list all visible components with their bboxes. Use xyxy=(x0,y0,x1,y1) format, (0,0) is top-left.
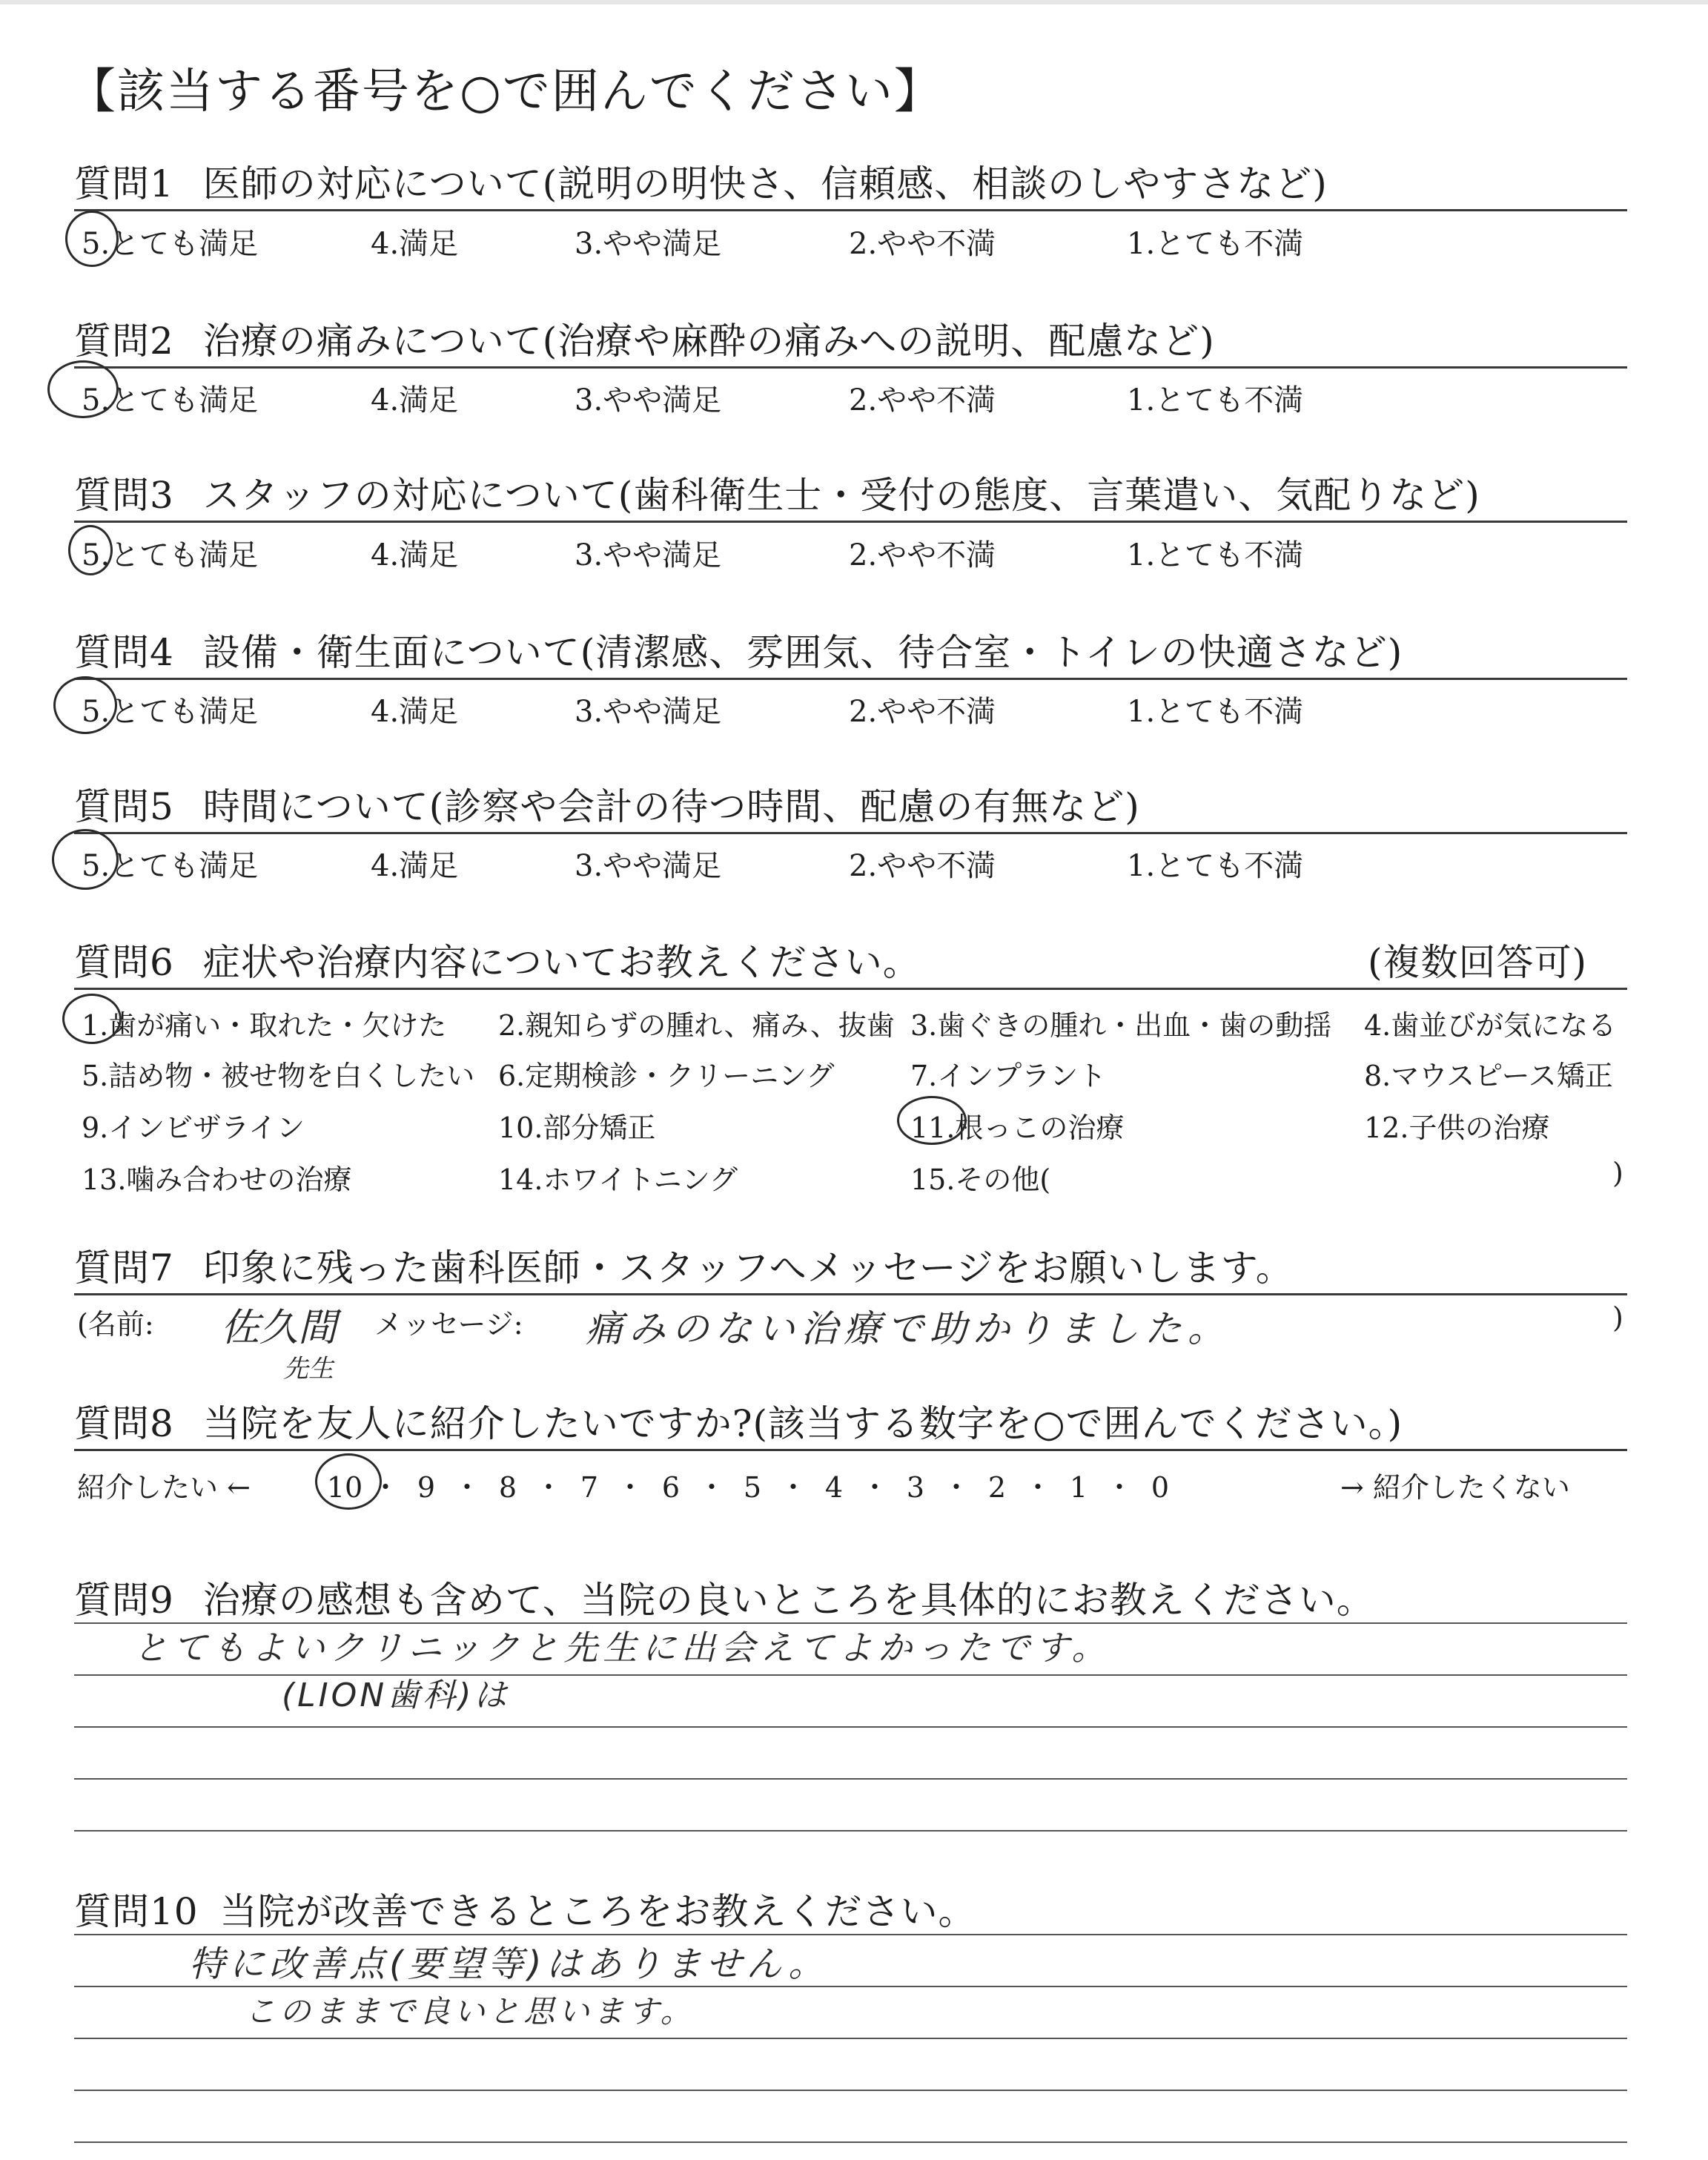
recommend-scale xyxy=(326,1464,1179,1505)
not-recommend-label: → 紹介したくない xyxy=(1340,1471,1570,1504)
question-text: 症状や治療内容についてお教えください。 xyxy=(202,941,921,984)
question-text: 設備・衛生面について(清潔感、雰囲気、待合室・トイレの快適さなど) xyxy=(202,631,1403,674)
scale-separator: ・ xyxy=(778,1471,807,1504)
q4-option-1[interactable]: 1.とても不満 xyxy=(1127,695,1304,729)
scale-value-8[interactable]: 8 xyxy=(498,1471,517,1504)
question-5 xyxy=(74,777,1140,830)
q10-line-3 xyxy=(74,2038,1627,2039)
question-label: 質問3 xyxy=(74,474,174,517)
q6-option-6[interactable]: 6.定期検診・クリーニング xyxy=(498,1060,835,1092)
q6-selection-circle-11 xyxy=(897,1096,967,1145)
q5-option-3[interactable]: 3.やや満足 xyxy=(575,849,722,883)
q8-selection-circle xyxy=(315,1453,382,1510)
scale-separator: ・ xyxy=(371,1471,400,1504)
question-label: 質問8 xyxy=(74,1402,174,1445)
q4-option-2[interactable]: 2.やや不満 xyxy=(849,695,996,729)
q1-option-1[interactable]: 1.とても不満 xyxy=(1127,227,1304,261)
q4-selection-circle xyxy=(53,676,117,734)
q2-option-3[interactable]: 3.やや満足 xyxy=(575,383,722,417)
q6-selection-circle-1 xyxy=(62,994,122,1044)
q6-option-15[interactable]: 15.その他( xyxy=(910,1163,1051,1196)
q5-option-2[interactable]: 2.やや不満 xyxy=(849,849,996,883)
q6-option-3[interactable]: 3.歯ぐきの腫れ・出血・歯の動揺 xyxy=(910,1009,1332,1042)
q5-option-1[interactable]: 1.とても不満 xyxy=(1127,849,1304,883)
question-3-rule xyxy=(74,521,1627,523)
question-label: 質問1 xyxy=(74,162,174,205)
question-2 xyxy=(74,311,1215,365)
question-text: 治療の痛みについて(治療や麻酔の痛みへの説明、配慮など) xyxy=(202,320,1215,363)
q6-option-4[interactable]: 4.歯並びが気になる xyxy=(1364,1009,1617,1042)
q6-option-14[interactable]: 14.ホワイトニング xyxy=(498,1163,738,1196)
scale-value-0[interactable]: 0 xyxy=(1151,1471,1170,1504)
staff-title-handwritten: 先生 xyxy=(283,1354,334,1384)
question-text: 医師の対応について(説明の明快さ、信頼感、相談のしやすさなど) xyxy=(202,162,1328,205)
scale-separator: ・ xyxy=(452,1471,481,1504)
q6-option-11[interactable]: 11.根っこの治療 xyxy=(910,1112,1125,1144)
question-8-rule xyxy=(74,1449,1627,1451)
q6-option-10[interactable]: 10.部分矯正 xyxy=(498,1112,656,1144)
q2-option-4[interactable]: 4.満足 xyxy=(371,383,459,417)
q1-option-5[interactable]: 5.とても満足 xyxy=(82,227,259,261)
staff-name-handwritten[interactable]: 佐久間 xyxy=(221,1306,337,1350)
question-text: 時間について(診察や会計の待つ時間、配慮の有無など) xyxy=(202,785,1140,828)
question-10 xyxy=(74,1882,976,1935)
question-label: 質問7 xyxy=(74,1246,174,1289)
q6-option-1[interactable]: 1.歯が痛い・取れた・欠けた xyxy=(82,1009,447,1042)
q1-option-4[interactable]: 4.満足 xyxy=(371,227,459,261)
q10-answer-line-2[interactable]: このままで良いと思います。 xyxy=(245,1993,695,2029)
scale-value-5[interactable]: 5 xyxy=(743,1471,762,1504)
q9-line-5 xyxy=(74,1830,1627,1832)
q3-option-2[interactable]: 2.やや不満 xyxy=(849,538,996,572)
scale-value-6[interactable]: 6 xyxy=(661,1471,681,1504)
q5-option-4[interactable]: 4.満足 xyxy=(371,849,459,883)
q4-option-5[interactable]: 5.とても満足 xyxy=(82,695,259,729)
question-text: 治療の感想も含めて、当院の良いところを具体的にお教えください。 xyxy=(202,1579,1374,1622)
name-label: (名前: xyxy=(77,1308,154,1341)
question-4 xyxy=(74,623,1403,676)
q4-option-4[interactable]: 4.満足 xyxy=(371,695,459,729)
question-label: 質問9 xyxy=(74,1579,174,1622)
scale-value-2[interactable]: 2 xyxy=(987,1471,1007,1504)
q9-line-4 xyxy=(74,1778,1627,1780)
q3-option-3[interactable]: 3.やや満足 xyxy=(575,538,722,572)
question-text: 当院が改善できるところをお教えください。 xyxy=(219,1890,976,1933)
question-5-rule xyxy=(74,832,1627,834)
question-label: 質問2 xyxy=(74,320,174,363)
q2-selection-circle xyxy=(47,360,119,418)
q3-option-4[interactable]: 4.満足 xyxy=(371,538,459,572)
q3-selection-circle xyxy=(68,525,113,575)
q5-selection-circle xyxy=(52,829,119,890)
q9-line-3 xyxy=(74,1726,1627,1728)
scan-top-edge xyxy=(0,0,1708,4)
question-7-rule xyxy=(74,1293,1627,1295)
q2-option-1[interactable]: 1.とても不満 xyxy=(1127,383,1304,417)
scale-value-4[interactable]: 4 xyxy=(824,1471,844,1504)
recommend-label: 紹介したい ← xyxy=(77,1471,251,1504)
q3-option-1[interactable]: 1.とても不満 xyxy=(1127,538,1304,572)
q1-option-3[interactable]: 3.やや満足 xyxy=(575,227,722,261)
scale-value-7[interactable]: 7 xyxy=(580,1471,599,1504)
scale-separator: ・ xyxy=(941,1471,970,1504)
q6-option-8[interactable]: 8.マウスピース矯正 xyxy=(1364,1060,1613,1092)
question-text: 当院を友人に紹介したいですか?(該当する数字を○で囲んでください。) xyxy=(202,1402,1403,1445)
question-7 xyxy=(74,1238,1294,1292)
question-8 xyxy=(74,1394,1403,1447)
question-6 xyxy=(74,933,921,986)
question-1-rule xyxy=(74,209,1627,211)
q1-selection-circle xyxy=(65,211,119,267)
q4-option-3[interactable]: 3.やや満足 xyxy=(575,695,722,729)
question-label: 質問10 xyxy=(74,1890,199,1933)
question-2-rule xyxy=(74,366,1627,369)
multiple-answer-note: (複数回答可) xyxy=(1368,941,1588,984)
question-text: 印象に残った歯科医師・スタッフへメッセージをお願いします。 xyxy=(202,1246,1294,1289)
question-text: スタッフの対応について(歯科衛生士・受付の態度、言葉遣い、気配りなど) xyxy=(202,474,1480,517)
question-9 xyxy=(74,1571,1374,1624)
message-handwritten[interactable]: 痛みのない治療で助かりました。 xyxy=(586,1307,1231,1350)
scale-separator: ・ xyxy=(1023,1471,1052,1504)
scale-value-1[interactable]: 1 xyxy=(1069,1471,1088,1504)
scale-separator: ・ xyxy=(1105,1471,1133,1504)
scale-separator: ・ xyxy=(860,1471,889,1504)
question-label: 質問4 xyxy=(74,631,174,674)
q6-option-13[interactable]: 13.噛み合わせの治療 xyxy=(82,1163,352,1196)
question-4-rule xyxy=(74,678,1627,680)
q6-option-12[interactable]: 12.子供の治療 xyxy=(1364,1112,1550,1144)
message-close-paren: ) xyxy=(1612,1301,1623,1334)
q9-answer-line-2[interactable]: (LION歯科)は xyxy=(282,1677,510,1714)
q10-line-4 xyxy=(74,2090,1627,2091)
q6-option-2[interactable]: 2.親知らずの腫れ、痛み、抜歯 xyxy=(498,1009,895,1042)
q3-option-5[interactable]: 5.とても満足 xyxy=(82,538,259,572)
question-6-rule xyxy=(74,988,1627,990)
scale-value-9[interactable]: 9 xyxy=(417,1471,436,1504)
q6-other-close-paren: ) xyxy=(1612,1157,1623,1189)
q10-answer-line-1[interactable]: 特に改善点(要望等)はありません。 xyxy=(189,1943,829,1985)
scale-separator: ・ xyxy=(534,1471,563,1504)
question-label: 質問6 xyxy=(74,941,174,984)
page-title: 【該当する番号を○で囲んでください】 xyxy=(68,65,943,119)
scale-separator: ・ xyxy=(615,1471,644,1504)
q9-answer-line-1[interactable]: とてもよいクリニックと先生に出会えてよかったです。 xyxy=(133,1628,1111,1668)
q2-option-2[interactable]: 2.やや不満 xyxy=(849,383,996,417)
q6-option-9[interactable]: 9.インビザライン xyxy=(82,1112,305,1144)
q1-option-2[interactable]: 2.やや不満 xyxy=(849,227,996,261)
scale-value-10[interactable]: 10 xyxy=(326,1471,363,1504)
message-label: メッセージ: xyxy=(374,1308,523,1341)
question-1 xyxy=(74,154,1328,208)
scale-separator: ・ xyxy=(697,1471,726,1504)
q6-option-5[interactable]: 5.詰め物・被せ物を白くしたい xyxy=(82,1060,475,1092)
question-label: 質問5 xyxy=(74,785,174,828)
q6-option-7[interactable]: 7.インプラント xyxy=(910,1060,1107,1092)
q10-line-5 xyxy=(74,2141,1627,2143)
question-3 xyxy=(74,466,1480,519)
q5-option-5[interactable]: 5.とても満足 xyxy=(82,849,259,883)
scale-value-3[interactable]: 3 xyxy=(906,1471,925,1504)
q2-option-5[interactable]: 5.とても満足 xyxy=(82,383,259,417)
